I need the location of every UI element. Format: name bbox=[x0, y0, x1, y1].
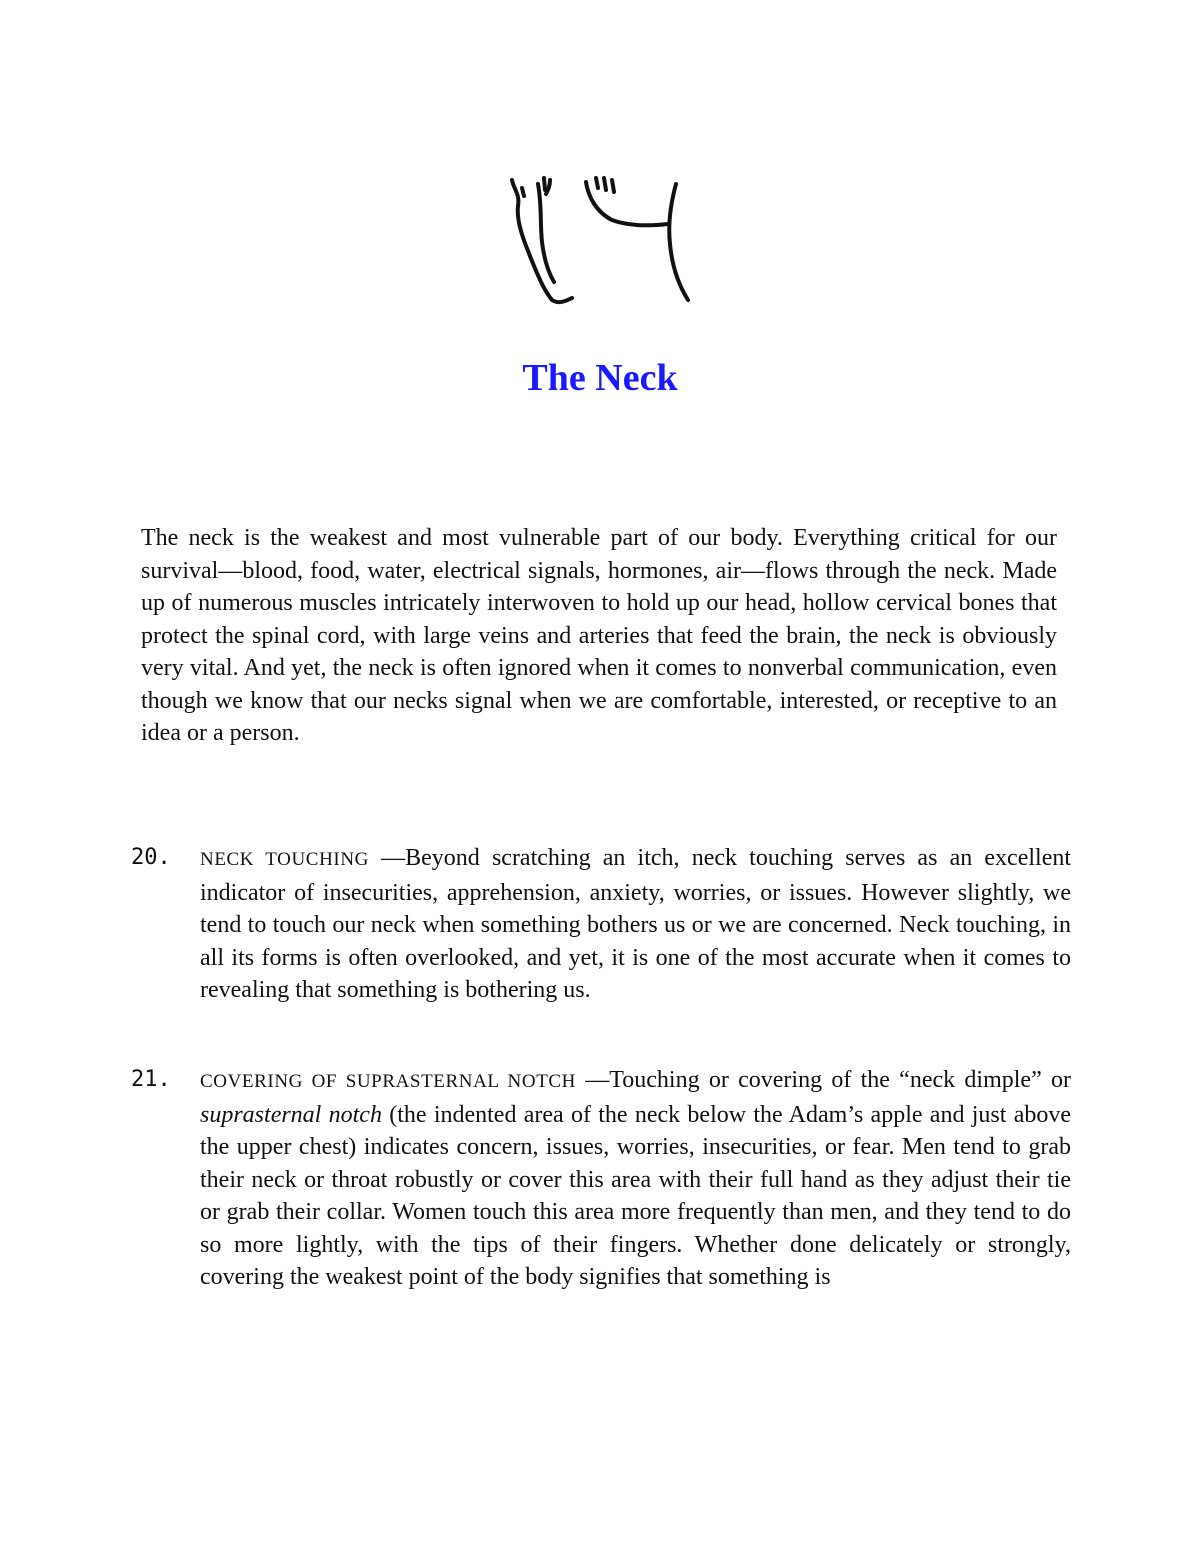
entry-italic-term: suprasternal notch bbox=[200, 1101, 382, 1128]
entry-body-before: —Touching or covering of the “neck dimple” or bbox=[576, 1067, 1071, 1093]
entry-text bbox=[200, 842, 1071, 1007]
entry-text bbox=[200, 1064, 1071, 1294]
neck-illustration-icon bbox=[500, 176, 700, 306]
list-item bbox=[131, 1064, 1071, 1294]
list-item bbox=[131, 842, 1071, 1007]
entry-body: —Beyond scratching an itch, neck touching serves as an excellent indicator of insecurities, apprehension, anxiety, worries, or issues. However slightly, we tend to touch our neck when something bothers us or we are concerned. Neck touching, in all its forms is often overlooked, and yet, it is one of the most accurate when it comes to revealing that something is bothering us. bbox=[200, 845, 1072, 1003]
entry-number: 21. bbox=[131, 1067, 171, 1092]
intro-paragraph: The neck is the weakest and most vulnerable part of our body. Everything critical for our survival—blood, food, water, electrical signals, hormones, air—flows through the neck. Made up of numerous muscles intricately interwoven to hold up our head, hollow cervical bones that protect the spinal cord, with large veins and arteries that feed the brain, the neck is obviously very vital. And yet, the neck is often ignored when it comes to nonverbal communication, even though we know that our necks signal when we are comfortable, interested, or receptive to an idea or a person. bbox=[141, 525, 1057, 746]
entry-body-after: (the indented area of the neck below the Adam’s apple and just above the upper chest) indicates concern, issues, worries, insecurities, or fear. Men tend to grab their neck or throat robustly or cover this area with their full hand as they adjust their tie or grab their collar. Women touch this area more frequently than men, and they tend to do so more lightly, with the tips of their fingers. Whether done delicately or strongly, covering the weakest point of the body signifies that something is bbox=[200, 1101, 1071, 1290]
neck-illustration bbox=[500, 176, 700, 306]
entry-heading: NECK TOUCHING bbox=[200, 849, 369, 870]
entry-heading: COVERING OF SUPRASTERNAL NOTCH bbox=[200, 1071, 576, 1092]
chapter-title: The Neck bbox=[522, 357, 678, 399]
entry-number: 20. bbox=[131, 845, 171, 870]
